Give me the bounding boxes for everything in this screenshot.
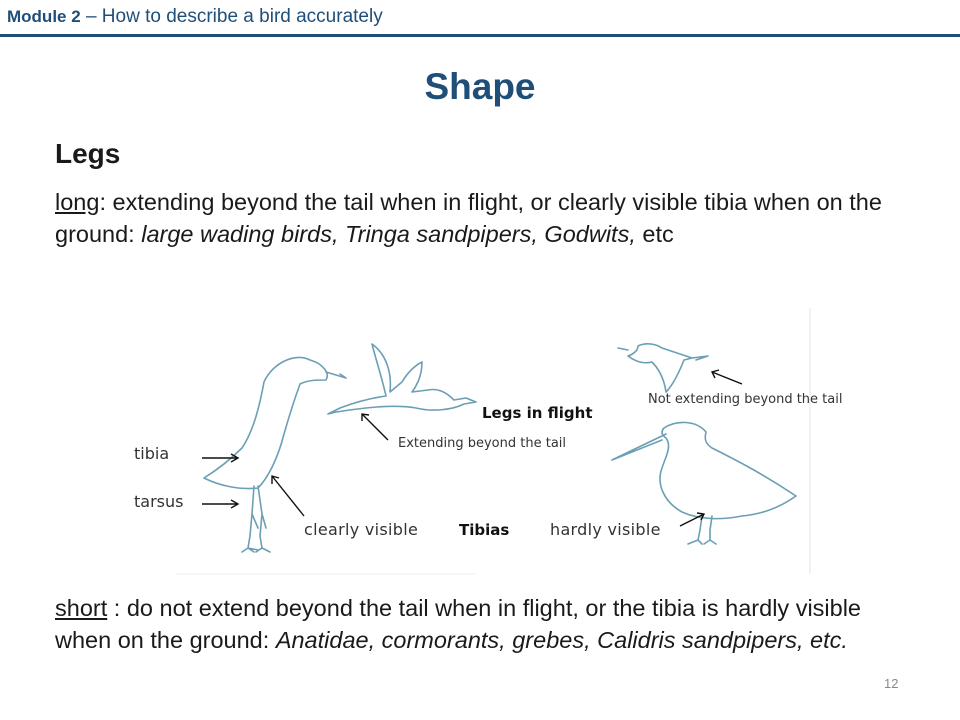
- module-label: Module 2: [7, 7, 81, 26]
- short-examples: Anatidae, cormorants, grebes, Calidris sandpipers, etc.: [275, 627, 848, 653]
- short-text: : do not extend beyond the tail when in flight, or the tibia is hardly visible when on the ground:: [55, 595, 862, 653]
- long-text: : extending beyond the tail when in flight, or clearly visible tibia when on the ground:: [55, 189, 882, 247]
- long-legs-paragraph: [55, 186, 915, 250]
- slide-title: Shape: [424, 66, 536, 107]
- page-number: 12: [884, 676, 899, 691]
- label-clearly-visible: clearly visible: [304, 520, 419, 539]
- header-divider: [0, 34, 960, 37]
- label-extending: Extending beyond the tail: [398, 436, 567, 451]
- label-not-extending: Not extending beyond the tail: [648, 392, 843, 407]
- module-subtitle: – How to describe a bird accurately: [80, 6, 383, 27]
- section-heading: Legs: [55, 138, 121, 169]
- short-legs-paragraph: [55, 592, 915, 656]
- short-term: short: [55, 595, 108, 621]
- label-tibia: tibia: [134, 444, 170, 463]
- label-tarsus: tarsus: [134, 492, 184, 511]
- header-text: [7, 6, 383, 28]
- legs-figure: [134, 308, 843, 576]
- slide-header: [0, 0, 960, 36]
- label-legs-in-flight: Legs in flight: [482, 404, 593, 422]
- long-suffix: etc: [635, 221, 674, 247]
- label-tibias: Tibias: [459, 521, 510, 539]
- long-examples: large wading birds, Tringa sandpipers, Godwits,: [141, 221, 636, 247]
- long-term: long: [55, 189, 100, 215]
- label-hardly-visible: hardly visible: [550, 520, 661, 539]
